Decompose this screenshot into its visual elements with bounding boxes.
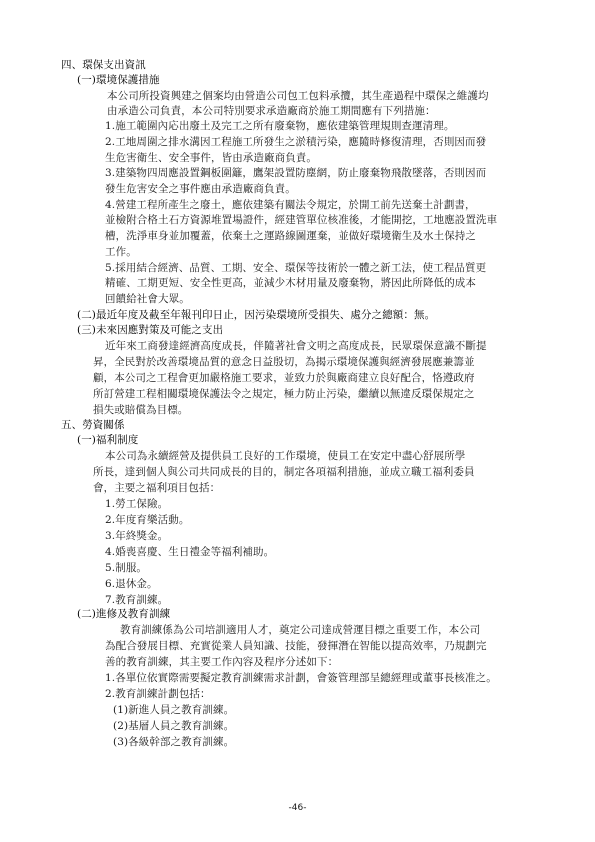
paragraph-line: 顧，本公司之工程會更加嚴格施工要求，並致力於與廠商建立良好配合，恪遵政府	[93, 372, 475, 384]
paragraph-line: 所訂營建工程相關環境保護法令之規定，極力防止污染，繼續以無違反環保規定之	[93, 388, 475, 400]
paragraph-line: 昇，全民對於改善環境品質的意念日益殷切，為揭示環境保護與經濟發展應兼籌並	[93, 356, 475, 368]
list-item: 1.施工範圍內応出廢土及完工之所有廢棄物，應依建築管理規則查運清理。	[105, 120, 455, 132]
list-item: 2.年度育樂活動。	[105, 514, 190, 526]
list-item-continuation: 發生危害安全之事件應由承造廠商負責。	[105, 183, 296, 195]
list-item: 4.婚喪喜慶、生日禮金等福利補助。	[105, 546, 275, 558]
paragraph-line: 善的教育訓練，其主要工作內容及程序分述如下：	[105, 656, 339, 668]
sub-list-item: (3)各級幹部之教育訓練。	[113, 736, 235, 748]
paragraph-line: 為配合發展目標、充實從業人員知識、技能，發揮潛在智能以提高效率，乃規劃完	[105, 640, 487, 652]
paragraph-line: 本公司所投資興建之個案均由營造公司包工包料承攬，其生產過程中環保之維護均	[107, 90, 489, 102]
list-item: 1.各單位依實際需要擬定教育訓練需求計劃，會簽管理部呈總經理或董事長核准之。	[105, 672, 497, 684]
section-heading-environment: 四、環保支出資訊	[61, 59, 146, 71]
list-item: 2.工地周圍之排水溝因工程施工所發生之淤積污染，應隨時修復清理，否則因而發	[105, 136, 487, 148]
list-item: 7.教育訓練。	[105, 594, 169, 606]
paragraph-line: 由承造公司負責，本公司特別要求承造廠商於施工期間應有下列措施：	[107, 105, 436, 117]
list-item-continuation: 回饋給社會大眾。	[105, 293, 190, 305]
paragraph-line: 損失或賠償為目標。	[93, 404, 189, 416]
list-item: 2.教育訓練計劃包括：	[105, 688, 211, 700]
list-item-continuation: 工作。	[105, 246, 137, 258]
paragraph-line: 教育訓練係為公司培訓適用人才，奠定公司達成營運目標之重要工作，本公司	[120, 624, 481, 636]
section-heading-labor-relations: 五、勞資關係	[61, 419, 125, 431]
sub-list-item: (2)基層人員之教育訓練。	[113, 720, 235, 732]
list-item: 4.營建工程所產生之廢土，應依建築有關法令規定，於開工前先送棄土計劃書，	[105, 199, 476, 211]
subsection-heading-environment-measures: (一)環境保護措施	[77, 74, 160, 86]
list-item: 3.建築物四周應設置鋼板圍籬，鷹架設置防塵網，防止廢棄物飛散墜落，否則因而	[105, 167, 487, 179]
list-item: 5.制服。	[105, 562, 148, 574]
subsection-heading-training: (二)進修及教育訓練	[77, 608, 171, 620]
subsection-heading-welfare: (一)福利制度	[77, 434, 139, 446]
list-item: 5.採用結合經濟、品質、工期、安全、環保等技術於一體之新工法，使工程品質更	[105, 262, 487, 274]
list-item-continuation: 精確、工期更短、安全性更高，並減少木材用量及廢棄物，將因此所降低的成本	[105, 277, 476, 289]
list-item-continuation: 並檢附合格土石方資源堆置場證件，經建管單位核准後，才能開挖，工地應設置洗車	[105, 214, 498, 226]
subsection-pollution-losses: (二)最近年度及截至年報刊印日止，因污染環境所受損失、處分之總額：無。	[77, 309, 436, 321]
paragraph-line: 會，主要之福利項目包括：	[93, 482, 221, 494]
subsection-heading-future-measures: (三)未來因應對策及可能之支出	[77, 324, 224, 336]
list-item: 6.退休金。	[105, 578, 158, 590]
list-item-continuation: 生危害衛生、安全事件，皆由承造廠商負責。	[105, 152, 317, 164]
list-item: 1.勞工保險。	[105, 498, 169, 510]
paragraph-line: 本公司為永續經營及提供員工良好的工作環境，使員工在安定中盡心舒展所學	[105, 450, 466, 462]
paragraph-line: 所長，達到個人與公司共同成長的目的，制定各項福利措施，並成立職工福利委員	[93, 466, 475, 478]
sub-list-item: (1)新進人員之教育訓練。	[113, 704, 235, 716]
paragraph-line: 近年來工商發達經濟高度成長，伴隨著社會文明之高度成長，民眾環保意識不斷提	[105, 340, 487, 352]
list-item-continuation: 槽，洗淨車身並加覆蓋，依棄土之運路線圖運棄，並做好環境衛生及水土保持之	[105, 230, 476, 242]
list-item: 3.年終獎金。	[105, 530, 169, 542]
page-number: -46-	[288, 803, 307, 813]
